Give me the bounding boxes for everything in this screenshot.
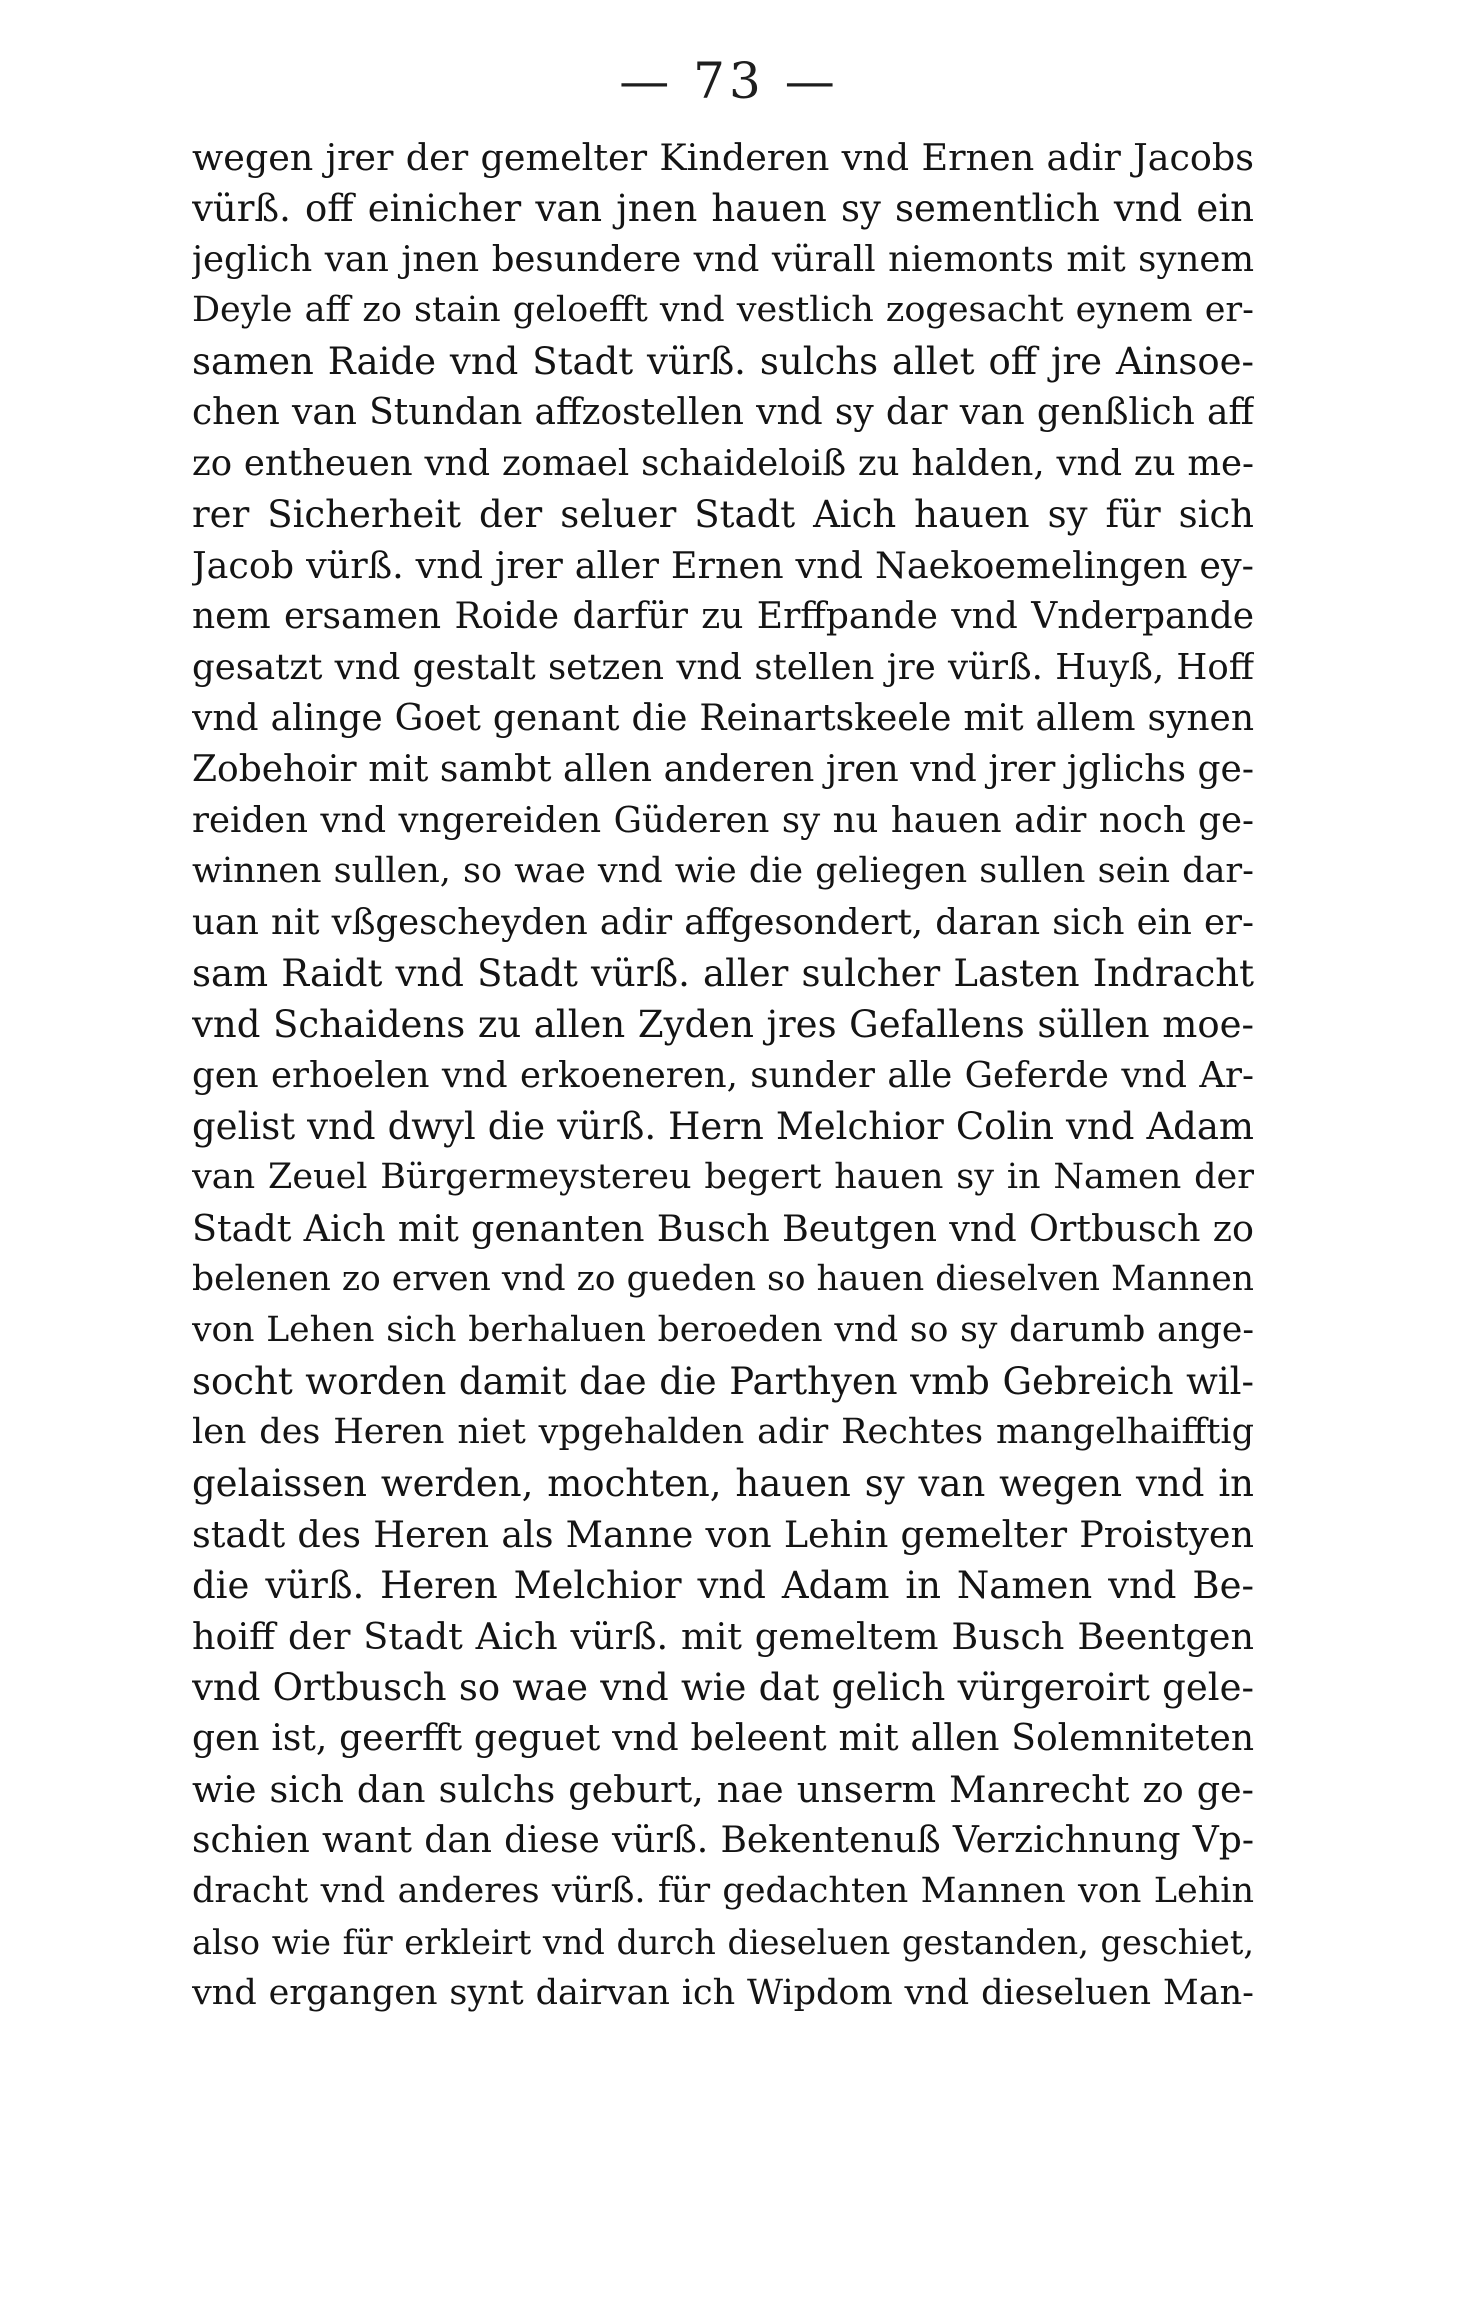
- text-line: vürß. off einicher van jnen hauen sy sementlich vnd ein: [192, 187, 1254, 230]
- text-line: hoiff der Stadt Aich vürß. mit gemeltem Busch Beentgen: [192, 1615, 1254, 1658]
- text-line: gelist vnd dwyl die vürß. Hern Melchior Colin vnd Adam: [192, 1105, 1254, 1148]
- text-line: wie sich dan sulchs geburt, nae unserm Manrecht zo ge-: [192, 1768, 1254, 1811]
- text-line: socht worden damit dae die Parthyen vmb Gebreich wil-: [192, 1360, 1254, 1403]
- text-line: Zobehoir mit sambt allen anderen jren vnd jrer jglichs ge-: [192, 749, 1254, 790]
- text-line: die vürß. Heren Melchior vnd Adam in Namen vnd Be-: [192, 1564, 1254, 1607]
- text-line: chen van Stundan affzostellen vnd sy dar van genßlich aff: [192, 392, 1254, 433]
- text-line: van Zeuel Bürgermeystereu begert hauen sy in Namen der: [192, 1157, 1254, 1197]
- text-line: len des Heren niet vpgehalden adir Rechtes mangelhaifftig: [192, 1412, 1254, 1452]
- text-line: schien want dan diese vürß. Bekentenuß Verzichnung Vp-: [192, 1820, 1254, 1861]
- body-text: [192, 132, 1254, 2019]
- text-line: reiden vnd vngereiden Güderen sy nu hauen adir noch ge-: [192, 800, 1254, 841]
- text-line: stadt des Heren als Manne von Lehin gemelter Proistyen: [192, 1513, 1254, 1556]
- text-line: nem ersamen Roide darfür zu Erffpande vnd Vnderpande: [192, 596, 1254, 637]
- text-line: Stadt Aich mit genanten Busch Beutgen vnd Ortbusch zo: [192, 1207, 1254, 1250]
- text-line: gen ist, geerfft geguet vnd beleent mit allen Solemniteten: [192, 1718, 1254, 1759]
- text-line: gen erhoelen vnd erkoeneren, sunder alle Geferde vnd Ar-: [192, 1055, 1254, 1096]
- text-line: dracht vnd anderes vürß. für gedachten Mannen von Lehin: [192, 1871, 1254, 1911]
- text-line: wegen jrer der gemelter Kinderen vnd Ernen adir Jacobs: [192, 136, 1254, 179]
- text-line: winnen sullen, so wae vnd wie die geliegen sullen sein dar-: [192, 851, 1254, 891]
- text-line: vnd ergangen synt dairvan ich Wipdom vnd dieseluen Man-: [192, 1973, 1254, 2013]
- text-line: sam Raidt vnd Stadt vürß. aller sulcher Lasten Indracht: [192, 952, 1254, 995]
- text-line: Jacob vürß. vnd jrer aller Ernen vnd Naekoemelingen ey-: [192, 544, 1254, 587]
- text-line: gelaissen werden, mochten, hauen sy van wegen vnd in: [192, 1462, 1254, 1505]
- text-line: uan nit vßgescheyden adir affgesondert, daran sich ein er-: [192, 902, 1254, 943]
- text-line: gesatzt vnd gestalt setzen vnd stellen jre vürß. Huyß, Hoff: [192, 647, 1254, 688]
- text-line: rer Sicherheit der seluer Stadt Aich hauen sy für sich: [192, 493, 1254, 536]
- page-number: — 73 —: [619, 52, 839, 110]
- text-line: vnd alinge Goet genant die Reinartskeele mit allem synen: [192, 698, 1254, 739]
- text-line: samen Raide vnd Stadt vürß. sulchs allet off jre Ainsoe-: [192, 340, 1254, 383]
- text-line: also wie für erkleirt vnd durch dieseluen gestanden, geschiet,: [192, 1923, 1254, 1962]
- text-line: vnd Schaidens zu allen Zyden jres Gefallens süllen moe-: [192, 1003, 1254, 1046]
- text-line: Deyle aff zo stain geloefft vnd vestlich zogesacht eynem er-: [192, 290, 1254, 330]
- text-line: jeglich van jnen besundere vnd vürall niemonts mit synem: [192, 239, 1254, 280]
- text-line: vnd Ortbusch so wae vnd wie dat gelich vürgeroirt gele-: [192, 1666, 1254, 1709]
- text-line: zo entheuen vnd zomael schaideloiß zu halden, vnd zu me-: [192, 443, 1254, 484]
- text-line: belenen zo erven vnd zo gueden so hauen dieselven Mannen: [192, 1259, 1254, 1299]
- text-line: von Lehen sich berhaluen beroeden vnd so sy darumb ange-: [192, 1310, 1254, 1350]
